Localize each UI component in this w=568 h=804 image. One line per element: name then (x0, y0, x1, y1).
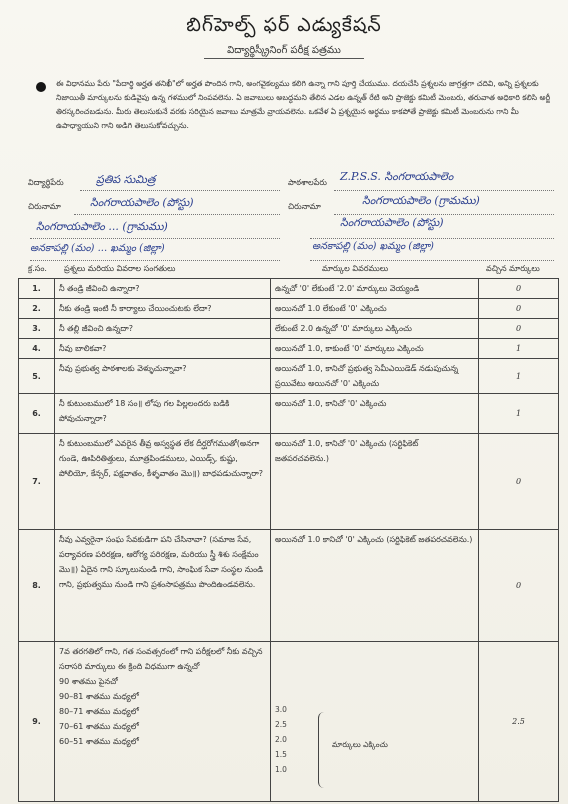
row-question: నీ కుటుంబములో 18 సం॥ లోపు గల పిల్లలందరు బడికి పోవుచున్నారా? (55, 394, 271, 434)
mandal-value: అనకాపల్లి (మం) ... ఖమ్మం (జిల్లా) (30, 243, 165, 254)
dotted-line (334, 190, 554, 191)
row-question: నీవు ప్రభుత్వ పాఠశాలకు వెళ్ళుచున్నావా? (55, 359, 271, 394)
dotted-line (30, 238, 280, 239)
document-title: బిగ్‌హెల్ప్ ఫర్ ఎడ్యుకేషన్ (186, 14, 382, 36)
row-score-handwritten: 1 (479, 359, 559, 394)
post-value: సింగరాయపాలెం (పోస్టు) (340, 216, 444, 229)
village-value: సింగరాయపాలెం ... (గ్రామము) (36, 220, 168, 233)
grade-band: 60–51 శాతము మధ్యలో (59, 737, 139, 746)
row-number: 8. (19, 530, 55, 642)
col-header-sno: క్ర.సం. (28, 264, 47, 273)
col-header-marks-awarded: వచ్చిన మార్కులు (486, 264, 540, 273)
row-number: 7. (19, 434, 55, 530)
row-number: 9. (19, 642, 55, 802)
dotted-line (80, 190, 280, 191)
dotted-line (334, 214, 554, 215)
document-subtitle: విద్యార్థిస్క్రీనింగ్ పరీక్ష పత్రము (227, 45, 341, 56)
row-number: 1. (19, 279, 55, 299)
row-number: 2. (19, 299, 55, 319)
row-question: నీవు బాలికవా? (55, 339, 271, 359)
row-score-handwritten: 0 (479, 279, 559, 299)
questionnaire-table (18, 278, 559, 802)
grade-band: 70–61 శాతము మధ్యలో (59, 722, 139, 731)
row-marks-rule: లేకుంటే 2.0 ఉన్నచో '0' మార్కులు ఎక్కించు (271, 319, 479, 339)
table-row (19, 642, 559, 802)
dotted-line (310, 238, 554, 239)
address-value: సింగరాయపాలెం (పోస్టు) (90, 196, 194, 209)
table-row (19, 359, 559, 394)
brace-bracket (318, 712, 329, 788)
grade-band: 90 శాతము పైనచో (59, 677, 118, 686)
row-marks-rule: ఉన్నచో '0' లేకుంటే '2.0' మార్కులు వెయ్యండి (271, 279, 479, 299)
grade-points: 1.0 (275, 765, 287, 774)
row-question: నీ కుటుంబములో ఎవరైన తీవ్ర అస్వస్థత లేక దీర్ఘరోగముతో(అనగా గుండె, ఊపిరితిత్తులు, మూత్రపిండములు, ఎయిడ్స్, కుష్టు, పోలియో, కేన్సర్, పక్షవాతం, కీళ్ళవాతం మొ॥) బాధపడుచున్నారా? (55, 434, 271, 530)
row-number: 3. (19, 319, 55, 339)
row-marks-rule: అయినచో 1.0, కానిచో ప్రభుత్వ సెమీఎయిడెడ్ నడుపుచున్న ప్రయివేటు అయినచో '0' ఎక్కించు (271, 359, 479, 394)
row-number: 6. (19, 394, 55, 434)
grade-band: 80–71 శాతము మధ్యలో (59, 707, 139, 716)
row-question: నీకు తండ్రి ఇంటి నీ కార్యాలు చేయించుటకు లేదా? (55, 299, 271, 319)
dotted-line (30, 260, 280, 261)
row-score-handwritten: 0 (479, 299, 559, 319)
table-row (19, 530, 559, 642)
grade-points: 1.5 (275, 750, 287, 759)
address-label: చిరునామా (28, 202, 61, 211)
mandal2-value: అనకాపల్లి (మం) ఖమ్మం (జిల్లా) (312, 241, 434, 252)
table-row (19, 339, 559, 359)
school-label: పాఠశాలపేరు (288, 178, 327, 187)
row-marks-rule: అయినచో 1.0, కాకుంటే '0' మార్కులు ఎక్కించు (271, 339, 479, 359)
student-name-value: ప్రతిప సుమిత్ర (96, 173, 156, 186)
table-row (19, 299, 559, 319)
student-name-label: విద్యార్థిపేరు (28, 178, 64, 187)
row-score-handwritten: 1 (479, 339, 559, 359)
row-question (55, 642, 271, 802)
row-score-handwritten: 0 (479, 319, 559, 339)
subtitle-underline (204, 58, 364, 59)
row-score-handwritten: 0 (479, 434, 559, 530)
row-number: 4. (19, 339, 55, 359)
grade-points: 2.5 (275, 720, 287, 729)
row-question: నీ తల్లి జీవించి ఉన్నదా? (55, 319, 271, 339)
row-question-text: 7వ తరగతిలో గాని, గత సంవత్సరంలో గాని పరీక్షలలో నీకు వచ్చిన సరాసరి మార్కులు ఈ క్రింది విధముగా ఉన్నచో (59, 647, 263, 671)
col-header-marks-details: మార్కుల వివరములు (322, 264, 389, 273)
row-question: నీ తండ్రి జీవించి ఉన్నారా? (55, 279, 271, 299)
col-header-questions: ప్రశ్నలు మరియు వివరాల సంగతులు (64, 264, 176, 273)
row-question: నీవు ఎవ్వరైనా సంఘ సేవకుడిగా పని చేసినావా? (సమాజ సేవ, పర్యావరణ పరిరక్షణ, ఆరోగ్య పరిరక్షణ, మరియు స్త్రీ శిశు సంక్షేమం మొ॥) ఏదైన గాని స్కూలునుండి గాని, సాంఘిక సేవా సంస్థల నుండి గాని, ప్రభుత్వము నుండి గాని ప్రశంసాపత్రము పొందిఉండవలెను. (55, 530, 271, 642)
row-score-handwritten: 2.5 (479, 642, 559, 802)
row-marks-rule: అయినచో 1.0 కానిచో '0' ఎక్కించు (సర్టిఫికెట్ జతపరచవలెను.) (271, 530, 479, 642)
table-row (19, 394, 559, 434)
school-value: Z.P.S.S. సింగరాయపాలెం (340, 170, 454, 183)
table-row (19, 319, 559, 339)
grade-points: 3.0 (275, 705, 287, 714)
bullet-icon (36, 82, 46, 92)
row9-marks-note: మార్కులు ఎక్కించు (332, 740, 388, 749)
address2-value: సింగరాయపాలెం (గ్రామము) (362, 194, 480, 207)
row-score-handwritten: 0 (479, 530, 559, 642)
intro-paragraph: ఈ విధానము పేరు "పేదార్థి అర్హత తనిఖీ"లో అర్హత పొందిన గాని, అంగవైకల్యము కలిగి ఉన్నా గాని పూర్తి చేయుము. దయచేసి ప్రశ్నలను జాగ్రత్తగా చదివి, అన్ని ప్రశ్నలకు నిజాయితీ మార్కులను కుడివైపు ఉన్న గళములో నింపవలెను. ఏ జవాబులు అబద్ధమని తేలిన ఎడల ఉన్నత్ రేటి అని ప్రాజెక్టు కమిటీ మెంబరు, తరువాత అధికారి కలిసి అర్జీ తిరస్కరించబడును. మీరు తెలుసుకునే వరకు సరియైన జవాబు మాత్రమే వ్రాయవలెను. ఒకవేళ ఏ ప్రశ్నయైన అర్థము కాకపోతే ప్రాజెక్టు కమిటీ మెంబరును గాని మీ ఉపాధ్యాయుని గాని అడిగి తెలుసుకోవచ్చును. (56, 79, 551, 130)
row-marks-rule (271, 642, 479, 802)
row-marks-rule: అయినచో 1.0 లేకుంటే '0' ఎక్కించు (271, 299, 479, 319)
table-row (19, 279, 559, 299)
intro-instructions (56, 77, 552, 133)
row-marks-rule: అయినచో 1.0, కానిచో '0' ఎక్కించు (సర్టిఫికెట్ జతపరచవలెను.) (271, 434, 479, 530)
address2-label: చిరునామా (288, 202, 321, 211)
table-row (19, 434, 559, 530)
row-score-handwritten: 1 (479, 394, 559, 434)
dotted-line (310, 260, 554, 261)
grade-points: 2.0 (275, 735, 287, 744)
grade-band: 90–81 శాతము మధ్యలో (59, 692, 139, 701)
row-number: 5. (19, 359, 55, 394)
dotted-line (74, 214, 280, 215)
row-marks-rule: అయినచో 1.0, కానిచో '0' ఎక్కించు (271, 394, 479, 434)
